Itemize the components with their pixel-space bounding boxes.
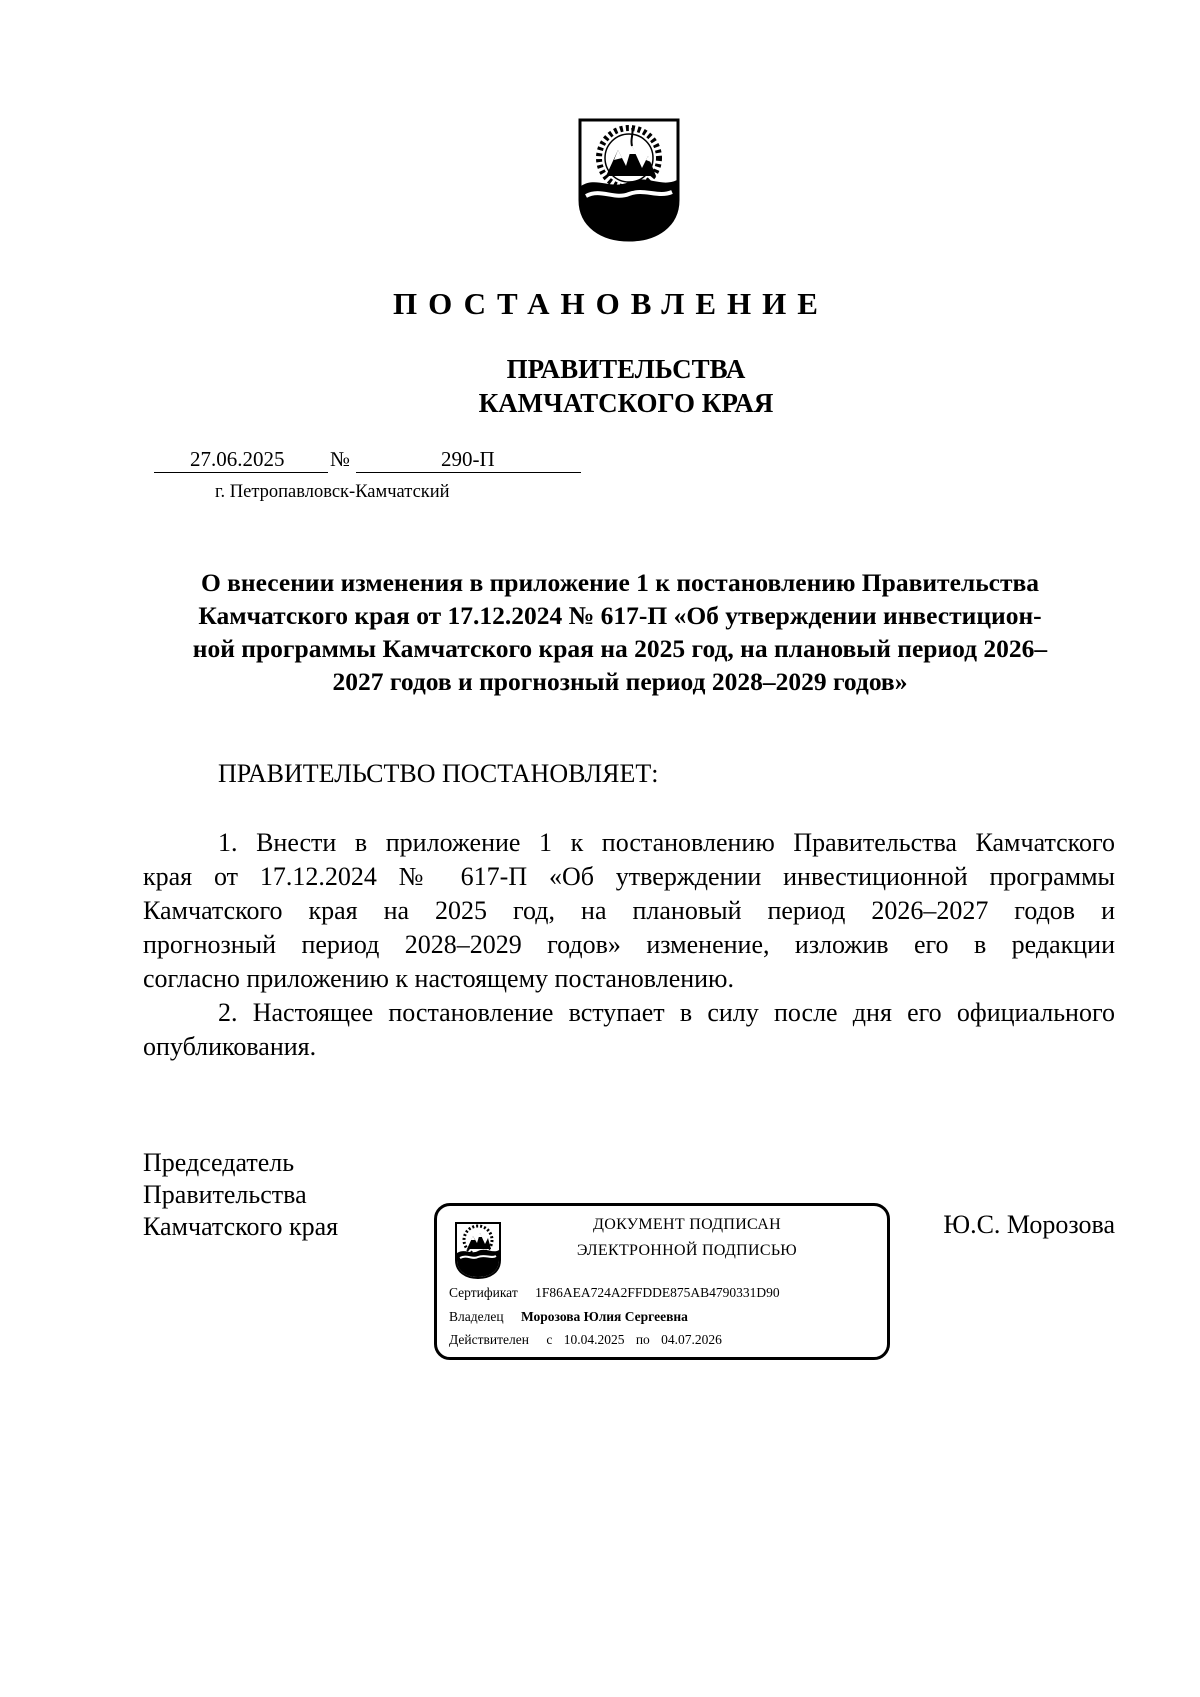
certificate-label: Сертификат [449, 1285, 518, 1300]
validity-label: Действителен [449, 1332, 529, 1347]
document-city: г. Петропавловск-Камчатский [215, 482, 450, 502]
date-underline [154, 472, 328, 473]
certificate-value: 1F86AEA724A2FFDDE875AB4790331D90 [535, 1285, 780, 1300]
body-line: Камчатского края на 2025 год, на плановый период 2026–2027 годов и [143, 896, 1115, 925]
signer-name: Ю.С. Морозова [943, 1210, 1115, 1239]
stamp-title-line-1: ДОКУМЕНТ ПОДПИСАН [593, 1216, 781, 1233]
body-line: согласно приложению к настоящему постановлению. [143, 964, 734, 993]
owner-label: Владелец [449, 1309, 504, 1324]
valid-to-label: по [635, 1332, 650, 1347]
kamchatka-coat-of-arms-icon [453, 1220, 503, 1280]
stamp-title-line-2: ЭЛЕКТРОННОЙ ПОДПИСЬЮ [576, 1242, 798, 1259]
subject-line: 2027 годов и прогнозный период 2028–2029 годов» [332, 667, 908, 696]
stamp-certificate-row [449, 1285, 780, 1301]
body-line: края от 17.12.2024 № 617-П «Об утверждении инвестиционной программы [143, 862, 1115, 891]
stamp-validity-row [449, 1332, 722, 1348]
valid-from-date: 10.04.2025 [563, 1332, 625, 1347]
electronic-signature-stamp [434, 1203, 890, 1360]
signer-position-line-1: Председатель [143, 1148, 295, 1177]
authority-line-1: ПРАВИТЕЛЬСТВА [506, 354, 746, 384]
decree-heading: ПРАВИТЕЛЬСТВО ПОСТАНОВЛЯЕТ: [218, 759, 659, 788]
subject-line: Камчатского края от 17.12.2024 № 617-П «Об утверждении инвестицион- [198, 601, 1042, 630]
number-underline [356, 472, 581, 473]
number-label: № [330, 447, 351, 471]
body-line: 1. Внести в приложение 1 к постановлению Правительства Камчатского [218, 828, 1115, 857]
signer-position-line-3: Камчатского края [143, 1212, 339, 1241]
valid-from-label: с [546, 1332, 553, 1347]
valid-to-date: 04.07.2026 [661, 1332, 722, 1347]
body-line: опубликования. [143, 1032, 317, 1061]
subject-line: ной программы Камчатского края на 2025 год, на плановый период 2026– [192, 634, 1048, 663]
kamchatka-coat-of-arms-icon [576, 116, 682, 244]
owner-value: Морозова Юлия Сергеевна [520, 1309, 688, 1324]
authority-line-2: КАМЧАТСКОГО КРАЯ [478, 388, 774, 418]
body-line: 2. Настоящее постановление вступает в силу после дня его официального [218, 998, 1115, 1027]
document-date: 27.06.2025 [190, 447, 285, 471]
document-number: 290-П [441, 447, 495, 471]
document-type-title: ПОСТАНОВЛЕНИЕ [393, 286, 829, 321]
subject-line: О внесении изменения в приложение 1 к постановлению Правительства [200, 568, 1040, 597]
stamp-owner-row [449, 1309, 688, 1325]
signer-position-line-2: Правительства [143, 1180, 307, 1209]
body-line: прогнозный период 2028–2029 годов» изменение, изложив его в редакции [143, 930, 1115, 959]
